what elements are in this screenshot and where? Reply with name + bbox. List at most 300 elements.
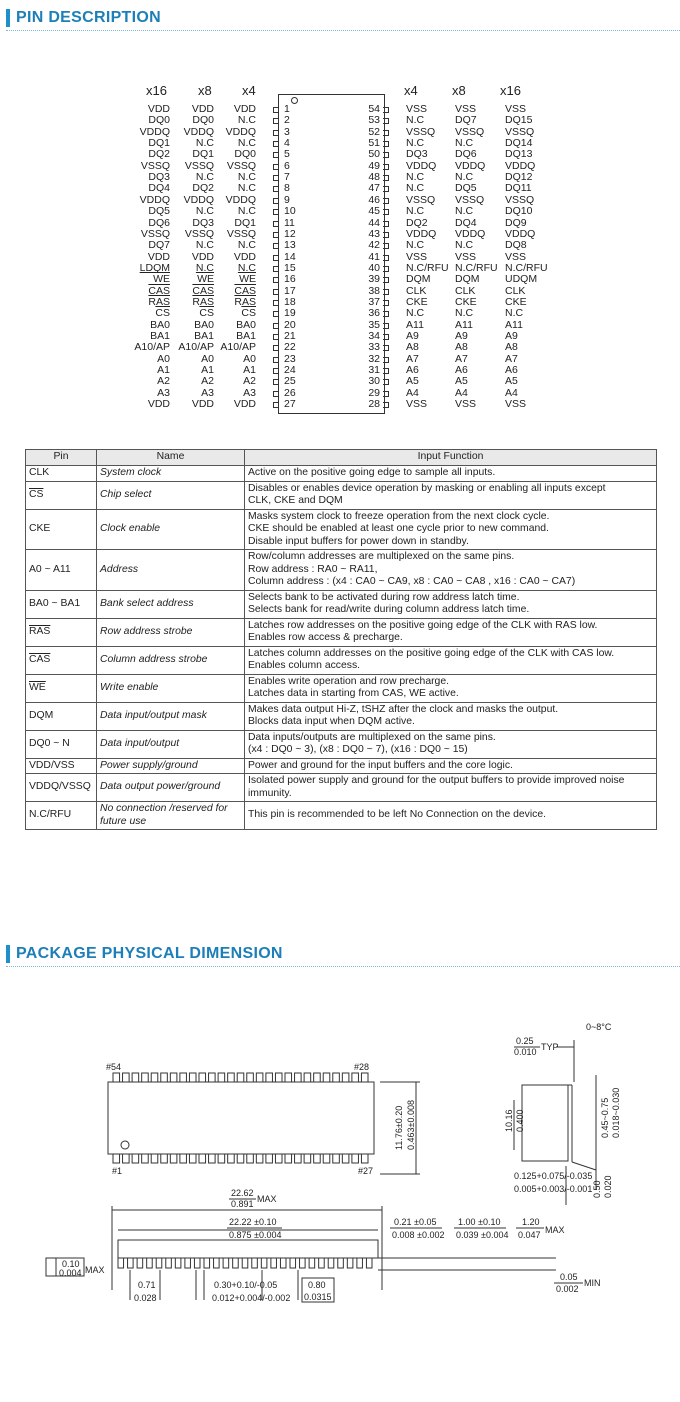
pin-label-x8: A10/AP xyxy=(178,341,214,354)
side-lead xyxy=(366,1258,372,1268)
pin-label-x8: VDD xyxy=(191,250,214,263)
package-body-top xyxy=(108,1082,374,1154)
pin-lead xyxy=(383,243,389,249)
pin-label-x4: $\overline{WE}$ xyxy=(239,273,256,286)
pin-lead xyxy=(273,198,279,204)
pin-label-x4: $\overline{CS}$ xyxy=(241,307,256,320)
side-lead xyxy=(290,1258,296,1268)
pin-lead xyxy=(273,266,279,272)
name-cell: Row address strobe xyxy=(97,618,245,646)
pin-label-x8-right: CKE xyxy=(455,295,477,308)
pin-label-x16-right: A8 xyxy=(505,341,518,354)
pin-lead xyxy=(273,164,279,170)
pin-lead xyxy=(383,323,389,329)
pin-label-x16-right: VSS xyxy=(505,103,527,115)
side-lead xyxy=(128,1258,134,1268)
pin-label-x8-right: VSS xyxy=(455,398,477,411)
coplanarity-box xyxy=(46,1258,56,1276)
pin-number: 25 xyxy=(284,375,296,388)
pin-label-x16-right: N.C xyxy=(505,307,524,320)
pin-label-x16-right: DQ11 xyxy=(505,182,532,195)
lead-typ: TYP xyxy=(541,1042,559,1052)
pin-label-x16: $\overline{RAS}$ xyxy=(148,295,170,308)
side-lead xyxy=(233,1258,239,1268)
len-max: MAX xyxy=(257,1194,277,1204)
label-pin28: #28 xyxy=(354,1062,370,1072)
function-line: Row/column addresses are multiplexed on the same pins. xyxy=(248,551,515,562)
pin-label-x8-right: DQ6 xyxy=(455,148,477,161)
ph-in: 0.008 ±0.002 xyxy=(392,1230,445,1240)
pin-label-x16-right: DQ12 xyxy=(505,171,533,184)
section-bar xyxy=(6,945,10,963)
pin-label-x4-right: VSSQ xyxy=(406,125,436,138)
pin-label-x8: VDD xyxy=(191,398,214,411)
pin-label-x4: A2 xyxy=(243,375,256,388)
pin-number: 24 xyxy=(284,364,296,377)
pin1-dot xyxy=(121,1141,129,1149)
package-lead xyxy=(266,1154,273,1163)
lead-0010: 0.010 xyxy=(514,1047,537,1057)
p1-mm: 0.71 xyxy=(138,1280,156,1290)
pin-label-x8: N.C xyxy=(195,261,214,274)
pin-lead xyxy=(273,345,279,351)
pin-label-x16: $\overline{CS}$ xyxy=(155,307,170,320)
pin-label-x4: N.C xyxy=(237,171,256,184)
pin-lead xyxy=(273,243,279,249)
pin-cell: $\overline{RAS}$ xyxy=(26,618,97,646)
side-lead xyxy=(357,1258,363,1268)
pin-lead xyxy=(383,266,389,272)
pin-label-x8: DQ2 xyxy=(192,182,214,195)
pin-lead xyxy=(383,141,389,147)
pin-label-x4-right: VDDQ xyxy=(406,227,437,240)
package-lead xyxy=(352,1154,359,1163)
pin-label-x16: A0 xyxy=(157,352,170,365)
pin-lead xyxy=(383,368,389,374)
pin-number: 27 xyxy=(284,398,296,411)
side-lead xyxy=(261,1258,267,1268)
package-lead xyxy=(228,1154,235,1163)
pin-label-x8-right: VSS xyxy=(455,250,477,263)
pin-label-x8-right: N.C xyxy=(455,137,474,150)
function-cell xyxy=(245,758,657,774)
pin-label-x16: DQ3 xyxy=(148,171,170,184)
pin-lead xyxy=(383,186,389,192)
pin-label-x8-right: N.C xyxy=(455,171,474,184)
pin-label-x4-right: N.C xyxy=(406,307,425,320)
package-lead xyxy=(123,1073,130,1082)
side-lead xyxy=(280,1258,286,1268)
side-lead xyxy=(319,1258,325,1268)
so-in: 0.002 xyxy=(556,1284,579,1294)
pin-label-x4-right: DQM xyxy=(406,273,431,286)
package-lead xyxy=(323,1073,330,1082)
pin-label-x4: N.C xyxy=(237,182,256,195)
pin-label-x8-right: CLK xyxy=(455,284,476,297)
package-lead xyxy=(247,1154,254,1163)
len-mm: 22.22 ±0.10 xyxy=(229,1217,277,1227)
side-pins xyxy=(118,1258,372,1268)
thk-mm: 0.125+0.075/-0.035 xyxy=(514,1171,593,1181)
name-cell: No connection /reserved for future use xyxy=(97,802,245,830)
pin-label-x4-right: VSS xyxy=(406,250,428,263)
pin-label-x8-right: N.C/RFU xyxy=(455,261,498,274)
table-row xyxy=(26,509,657,550)
pin-label-x16-right: A6 xyxy=(505,364,518,377)
function-line: Row address : RA0 ~ RA11, xyxy=(248,563,378,575)
pin-label-x8-right: DQM xyxy=(455,273,480,286)
pin-lead xyxy=(383,289,389,295)
side-lead xyxy=(204,1258,210,1268)
pin-label-x16: VSSQ xyxy=(140,159,170,172)
pin-label-x16-right: DQ15 xyxy=(505,114,533,127)
pin-lead xyxy=(383,198,389,204)
pin-label-x8: N.C xyxy=(195,239,214,252)
pin-label-x4: A3 xyxy=(243,386,256,399)
pin-lead xyxy=(383,221,389,227)
pin-cell: $\overline{CAS}$ xyxy=(26,646,97,674)
pin-label-x16: VDD xyxy=(147,103,170,115)
pin-lead xyxy=(273,255,279,261)
pin-number: 16 xyxy=(284,273,296,286)
name-cell: Power supply/ground xyxy=(97,758,245,774)
package-lead xyxy=(142,1154,149,1163)
pitch-mm: 0.80 xyxy=(308,1280,326,1290)
pin-number: 23 xyxy=(284,352,296,365)
package-lead xyxy=(209,1073,216,1082)
pin-lead xyxy=(273,107,279,113)
pin-lead xyxy=(383,357,389,363)
pin-number: 34 xyxy=(368,330,380,342)
pin-number: 44 xyxy=(368,216,380,229)
pin-label-x4: VDD xyxy=(233,250,256,263)
pin-label-x8: $\overline{CS}$ xyxy=(199,307,214,320)
pin-number: 41 xyxy=(368,250,380,263)
package-lead xyxy=(237,1154,244,1163)
pin-lead xyxy=(273,186,279,192)
pin-lead xyxy=(383,175,389,181)
function-line: Enables row access & precharge. xyxy=(248,632,403,643)
pin-label-x4: $\overline{RAS}$ xyxy=(234,295,256,308)
pin-number: 49 xyxy=(368,159,380,172)
pin-label-x16-right: VDDQ xyxy=(505,159,536,172)
pin-label-x16: $\overline{CAS}$ xyxy=(148,284,170,297)
function-cell xyxy=(245,466,657,482)
pin-number: 54 xyxy=(368,103,380,115)
pin-lead xyxy=(273,175,279,181)
pin-lead xyxy=(273,402,279,408)
table-row xyxy=(26,646,657,674)
top-pins-row-lower xyxy=(113,1154,368,1163)
pin-label-x16: VSSQ xyxy=(140,227,170,240)
pin-cell: $\overline{WE}$ xyxy=(26,674,97,702)
pin-lead xyxy=(273,277,279,283)
side-lead xyxy=(338,1258,344,1268)
pin-number: 40 xyxy=(368,261,380,274)
name-cell: Data output power/ground xyxy=(97,774,245,802)
side-lead xyxy=(166,1258,172,1268)
pin-lead xyxy=(273,391,279,397)
function-line: Latches row addresses on the positive going edge of the CLK with RAS low. xyxy=(248,619,598,631)
pin-label-x4: VDD xyxy=(233,398,256,411)
pin-label-x8-right: VSSQ xyxy=(455,193,485,206)
cop-in: 0.004 xyxy=(59,1268,82,1278)
pin-label-x8: VDDQ xyxy=(183,193,214,206)
pin-label-x8-right: A7 xyxy=(455,352,468,365)
function-line: Masks system clock to freeze operation from the next clock cycle. xyxy=(248,510,550,522)
package-lead xyxy=(151,1073,158,1082)
side-lead xyxy=(300,1258,306,1268)
angle-label: 0~8°C xyxy=(586,1022,612,1032)
package-lead xyxy=(142,1073,149,1082)
pin-number: 6 xyxy=(284,159,290,172)
pin-cell: N.C/RFU xyxy=(26,802,97,830)
side-lead xyxy=(147,1258,153,1268)
function-line: This pin is recommended to be left No Connection on the device. xyxy=(248,809,547,821)
pin-label-x8-right: VSSQ xyxy=(455,125,485,138)
pin-number: 53 xyxy=(368,114,380,127)
name-cell: Write enable xyxy=(97,674,245,702)
pin-lead xyxy=(273,311,279,317)
pin-label-x8-right: VDDQ xyxy=(455,159,486,172)
pin-lead xyxy=(383,345,389,351)
pin-label-x4-right: A7 xyxy=(406,352,419,365)
package-lead xyxy=(275,1154,282,1163)
pin-label-x8: N.C xyxy=(195,205,214,218)
package-lead xyxy=(361,1073,368,1082)
pin-number: 4 xyxy=(284,137,290,150)
table-row xyxy=(26,758,657,774)
pin1-marker xyxy=(291,97,298,104)
name-cell: Clock enable xyxy=(97,509,245,550)
pinout-header-x4: x4 xyxy=(242,83,256,98)
side-lead xyxy=(271,1258,277,1268)
pin-label-x16: VDDQ xyxy=(139,125,170,138)
pin-label-x16-right: CKE xyxy=(505,295,527,308)
package-lead xyxy=(285,1073,292,1082)
top-pins-row-upper xyxy=(113,1073,368,1082)
pin-cell: CKE xyxy=(26,509,97,550)
lw-in: 0.012+0.004/-0.002 xyxy=(212,1293,291,1303)
pin-label-x16: VDD xyxy=(147,250,170,263)
pin-lead xyxy=(383,379,389,385)
pin-label-x16-right: VSS xyxy=(505,250,527,263)
package-lead xyxy=(199,1073,206,1082)
pin-number: 17 xyxy=(284,284,296,297)
pin-label-x16: A1 xyxy=(157,364,170,377)
pin-label-x4-right: A5 xyxy=(406,375,419,388)
pin-lead xyxy=(273,379,279,385)
function-cell xyxy=(245,802,657,830)
pin-number: 21 xyxy=(284,330,296,342)
side-lead xyxy=(194,1258,200,1268)
package-lead xyxy=(161,1073,168,1082)
pin-cell: BA0 ~ BA1 xyxy=(26,590,97,618)
pin-label-x8: DQ0 xyxy=(192,114,214,127)
pin-cell: A0 ~ A11 xyxy=(26,550,97,591)
pin-label-x4: $\overline{CAS}$ xyxy=(234,284,256,297)
pin-label-x16: BA1 xyxy=(150,330,170,342)
len-max-in: 0.891 xyxy=(231,1199,254,1209)
pin-number: 15 xyxy=(284,261,296,274)
foot-mm: 0.50 xyxy=(592,1180,602,1198)
pin-lead xyxy=(383,334,389,340)
pin-label-x8: $\overline{RAS}$ xyxy=(192,295,214,308)
pin-label-x8: A3 xyxy=(201,386,214,399)
pin-number: 43 xyxy=(368,227,380,240)
pin-label-x8: DQ3 xyxy=(192,216,214,229)
side-lead xyxy=(347,1258,353,1268)
column-header-name: Name xyxy=(97,450,245,466)
package-lead xyxy=(161,1154,168,1163)
package-lead xyxy=(132,1154,139,1163)
package-lead xyxy=(295,1154,302,1163)
pin-number: 9 xyxy=(284,193,290,206)
pin-number: 28 xyxy=(368,398,380,411)
section-header-package-dimension xyxy=(0,936,680,968)
lead-025: 0.25 xyxy=(516,1036,534,1046)
package-lead xyxy=(333,1073,340,1082)
function-line: Latches data in starting from CAS, WE active. xyxy=(248,688,459,699)
side-lead xyxy=(252,1258,258,1268)
pin-label-x16: DQ7 xyxy=(148,239,170,252)
pin-label-x16: DQ5 xyxy=(148,205,170,218)
function-line: Selects bank to be activated during row address latch time. xyxy=(248,591,520,603)
label-pin1: #1 xyxy=(112,1166,123,1176)
pin-label-x4-right: A9 xyxy=(406,330,419,342)
pin-label-x4: VSSQ xyxy=(226,159,256,172)
pin-number: 12 xyxy=(284,227,296,240)
name-cell: System clock xyxy=(97,466,245,482)
pin-label-x4-right: A11 xyxy=(406,318,424,331)
pin-label-x16-right: VSS xyxy=(505,398,527,411)
pin-label-x8-right: N.C xyxy=(455,307,474,320)
label-pin54: #54 xyxy=(106,1062,122,1072)
pin-cell: DQ0 ~ N xyxy=(26,730,97,758)
h1-mm: 1.00 ±0.10 xyxy=(458,1217,501,1227)
pin-label-x4-right: A8 xyxy=(406,341,419,354)
pin-function-table xyxy=(25,449,657,830)
side-lead xyxy=(223,1258,229,1268)
function-cell xyxy=(245,702,657,730)
pin-label-x4: N.C xyxy=(237,114,256,127)
table-row xyxy=(26,774,657,802)
pin-label-x8-right: N.C xyxy=(455,205,474,218)
package-lead xyxy=(304,1154,311,1163)
pin-lead xyxy=(383,402,389,408)
pin-label-x8: $\overline{WE}$ xyxy=(197,273,214,286)
pin-number: 13 xyxy=(284,239,296,252)
function-line: Makes data output Hi-Z, tSHZ after the clock and masks the output. xyxy=(248,703,559,715)
pin-label-x16-right: VDDQ xyxy=(505,227,536,240)
pin-number: 48 xyxy=(368,171,380,184)
pin-label-x16: DQ4 xyxy=(148,182,170,195)
pin-number: 30 xyxy=(368,375,380,388)
pin-label-x8: A1 xyxy=(201,364,214,377)
pin-label-x4-right: N.C xyxy=(406,171,425,184)
pin-label-x4: VDDQ xyxy=(225,125,256,138)
package-lead xyxy=(256,1073,263,1082)
pin-number: 1 xyxy=(284,103,290,115)
pin-label-x16-right: DQ8 xyxy=(505,239,527,252)
package-lead xyxy=(218,1073,225,1082)
pin-label-x8-right: VDDQ xyxy=(455,227,486,240)
name-cell: Address xyxy=(97,550,245,591)
pin-label-x8: BA0 xyxy=(194,318,214,331)
pin-label-x8: $\overline{CAS}$ xyxy=(192,284,214,297)
table-row xyxy=(26,730,657,758)
pin-label-x4: DQ0 xyxy=(234,148,256,161)
pin-label-x8: A0 xyxy=(201,352,214,365)
pin-label-x8-right: A5 xyxy=(455,375,468,388)
pin-lead xyxy=(383,209,389,215)
package-lead xyxy=(180,1154,187,1163)
pin-label-x16: A3 xyxy=(157,386,170,399)
pin-label-x8-right: DQ5 xyxy=(455,182,477,195)
pin-lead xyxy=(273,357,279,363)
pin-number: 10 xyxy=(284,205,296,218)
package-lead xyxy=(113,1073,120,1082)
pin-number: 50 xyxy=(368,148,380,161)
pin-label-x16: A2 xyxy=(157,375,170,388)
pinout-header-x8: x8 xyxy=(198,83,212,98)
pin-label-x16-right: VSSQ xyxy=(505,125,535,138)
function-line: Latches column addresses on the positive going edge of the CLK with CAS low. xyxy=(248,647,615,659)
dotted-divider xyxy=(6,30,680,31)
pin-label-x8: VSSQ xyxy=(184,159,214,172)
name-cell: Chip select xyxy=(97,481,245,509)
h2-in: 0.047 xyxy=(518,1230,541,1240)
cop-mm: 0.10 xyxy=(62,1259,80,1269)
pin-label-x4-right: N.C xyxy=(406,114,425,127)
pin-label-x4: BA0 xyxy=(236,318,256,331)
pin-lead xyxy=(383,107,389,113)
package-lead xyxy=(285,1154,292,1163)
pin-label-x4-right: N.C xyxy=(406,205,425,218)
pin-label-x8: BA1 xyxy=(194,330,214,342)
pinout-header-x4-right: x4 xyxy=(404,83,418,98)
pin-lead xyxy=(383,232,389,238)
pinout-header-x8-right: x8 xyxy=(452,83,466,98)
pin-label-x8-right: DQ7 xyxy=(455,114,477,127)
package-lead xyxy=(295,1073,302,1082)
function-cell xyxy=(245,674,657,702)
pin-label-x4-right: VSSQ xyxy=(406,193,436,206)
pin-label-x8: A2 xyxy=(201,375,214,388)
pin-number: 3 xyxy=(284,125,290,138)
pin-cell: VDDQ/VSSQ xyxy=(26,774,97,802)
pin-number: 32 xyxy=(368,352,380,365)
package-lead xyxy=(333,1154,340,1163)
package-lead xyxy=(256,1154,263,1163)
pin-label-x16: DQ6 xyxy=(148,216,170,229)
pin-label-x4-right: VSS xyxy=(406,398,428,411)
pin-label-x4: A10/AP xyxy=(220,341,256,354)
pin-number: 33 xyxy=(368,341,380,354)
pin-label-x16: VDDQ xyxy=(139,193,170,206)
function-cell xyxy=(245,509,657,550)
pin-label-x16-right: A7 xyxy=(505,352,518,365)
height-mm: 11.76±0.20 xyxy=(394,1105,404,1150)
pinout-header-x16-right: x16 xyxy=(500,83,521,98)
pin-label-x16: DQ2 xyxy=(148,148,170,161)
package-lead xyxy=(323,1154,330,1163)
table-row xyxy=(26,674,657,702)
foot-in: 0.020 xyxy=(603,1175,613,1198)
pin-number: 52 xyxy=(368,125,380,138)
pin-lead xyxy=(383,277,389,283)
pin-cell: $\overline{CS}$ xyxy=(26,481,97,509)
